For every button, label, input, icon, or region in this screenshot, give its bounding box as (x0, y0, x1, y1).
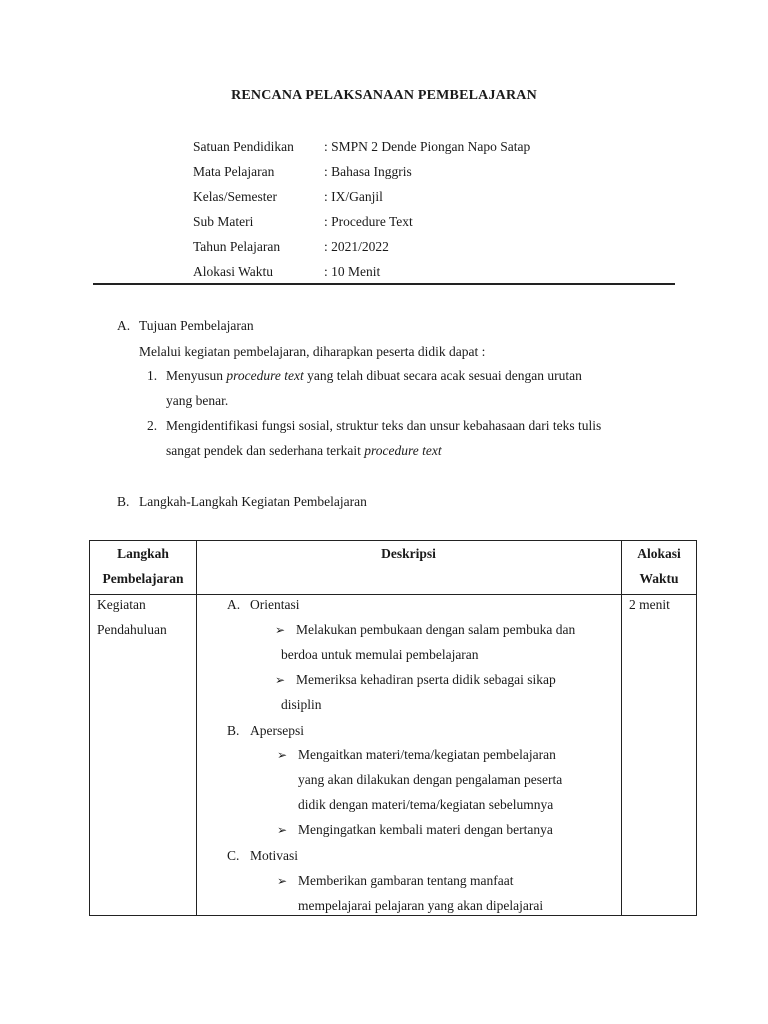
header-deskripsi: Deskripsi (381, 546, 436, 561)
group-title: Motivasi (250, 848, 299, 863)
identity-label: Tahun Pelajaran (193, 239, 281, 254)
list-number: 2. (147, 418, 158, 433)
group-marker: B. (227, 723, 240, 738)
bullet-line: berdoa untuk memulai pembelajaran (281, 647, 479, 662)
arrow-bullet-icon: ➢ (275, 623, 286, 637)
bullet-line: Memberikan gambaran tentang manfaat (298, 873, 514, 888)
bullet-line: Mengaitkan materi/tema/kegiatan pembelajaran (298, 747, 556, 762)
document-title: RENCANA PELAKSANAAN PEMBELAJARAN (231, 88, 537, 103)
header-pembelajaran: Pembelajaran (102, 571, 184, 586)
bullet-line: disiplin (281, 697, 322, 712)
list-item-line: sangat pendek dan sederhana terkait procedure text (166, 443, 442, 458)
identity-value: : Bahasa Inggris (324, 164, 412, 179)
identity-value: : 2021/2022 (324, 239, 389, 254)
section-b-marker: B. (117, 494, 130, 509)
bullet-line: Mengingatkan kembali materi dengan bertanya (298, 822, 553, 837)
table-column-divider (196, 541, 197, 915)
list-number: 1. (147, 368, 158, 383)
identity-label: Sub Materi (193, 214, 254, 229)
bullet-line: mempelajarai pelajaran yang akan dipelajarai (298, 898, 544, 913)
identity-value: : 10 Menit (324, 264, 381, 279)
identity-label: Kelas/Semester (193, 189, 277, 204)
identity-value: : SMPN 2 Dende Piongan Napo Satap (324, 139, 531, 154)
list-item-line: Menyusun procedure text yang telah dibuat secara acak sesuai dengan urutan (166, 368, 582, 383)
table-row-divider (90, 594, 696, 595)
section-b-heading: Langkah-Langkah Kegiatan Pembelajaran (139, 494, 367, 509)
header-waktu: Waktu (639, 571, 679, 586)
identity-label: Alokasi Waktu (193, 264, 274, 279)
section-a-marker: A. (117, 318, 131, 333)
list-item-line: Mengidentifikasi fungsi sosial, struktur teks dan unsur kebahasaan dari teks tulis (166, 418, 602, 433)
activities-table (89, 540, 697, 916)
header-divider (93, 283, 675, 285)
bullet-line: didik dengan materi/tema/kegiatan sebelumnya (298, 797, 554, 812)
identity-label: Mata Pelajaran (193, 164, 275, 179)
list-item-line: yang benar. (166, 393, 229, 408)
header-alokasi: Alokasi (637, 546, 681, 561)
arrow-bullet-icon: ➢ (275, 673, 286, 687)
step-name: Pendahuluan (97, 622, 167, 637)
identity-value: : IX/Ganjil (324, 189, 383, 204)
bullet-line: Melakukan pembukaan dengan salam pembuka dan (296, 622, 576, 637)
group-title: Apersepsi (250, 723, 304, 738)
bullet-line: Memeriksa kehadiran pserta didik sebagai sikap (296, 672, 556, 687)
arrow-bullet-icon: ➢ (277, 874, 288, 888)
group-marker: C. (227, 848, 240, 863)
arrow-bullet-icon: ➢ (277, 823, 288, 837)
bullet-line: yang akan dilakukan dengan pengalaman peserta (298, 772, 563, 787)
header-langkah: Langkah (117, 546, 169, 561)
section-a-heading: Tujuan Pembelajaran (139, 318, 254, 333)
identity-value: : Procedure Text (324, 214, 413, 229)
section-a-intro: Melalui kegiatan pembelajaran, diharapkan peserta didik dapat : (139, 344, 486, 359)
identity-label: Satuan Pendidikan (193, 139, 294, 154)
time-allocation: 2 menit (629, 597, 670, 612)
table-column-divider (621, 541, 622, 915)
arrow-bullet-icon: ➢ (277, 748, 288, 762)
step-name: Kegiatan (97, 597, 146, 612)
group-marker: A. (227, 597, 241, 612)
group-title: Orientasi (250, 597, 300, 612)
